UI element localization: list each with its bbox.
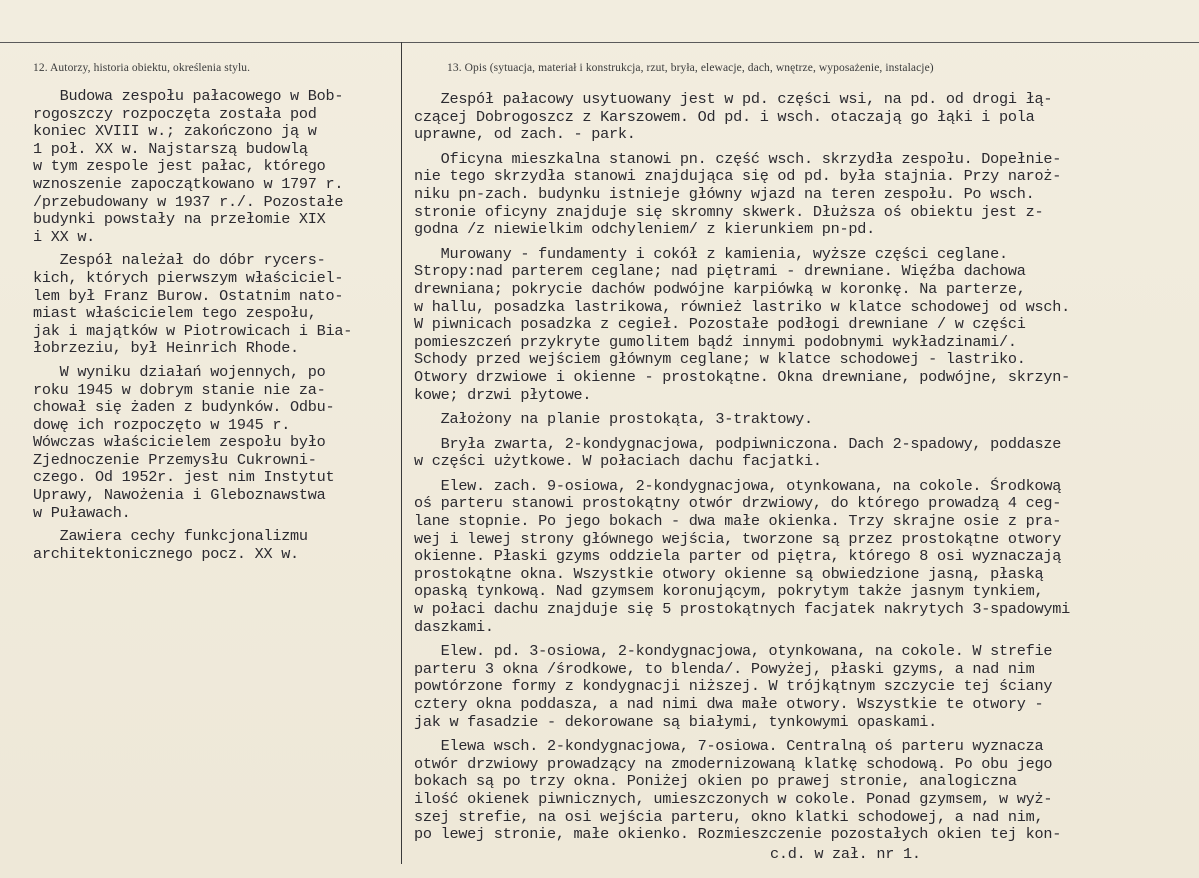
text-line: chował się żaden z budynków. Odbu- xyxy=(33,398,335,417)
right-paragraph xyxy=(414,436,1194,471)
text-line: daszkami. xyxy=(414,617,494,636)
text-line: okienne. Płaski gzyms oddziela parter od piętra, którego 8 osi wyznaczają xyxy=(414,547,1062,566)
text-line: Zespół pałacowy usytuowany jest w pd. części wsi, na pd. od drogi łą- xyxy=(414,90,1053,108)
right-paragraph xyxy=(414,643,1194,731)
text-line: Zespół należał do dóbr rycers- xyxy=(33,251,326,270)
text-line: roku 1945 w dobrym stanie nie za- xyxy=(33,380,326,399)
right-paragraph xyxy=(414,478,1194,636)
text-line: /przebudowany w 1937 r./. Pozostałe xyxy=(33,192,344,211)
text-line: łobrzeziu, był Heinrich Rhode. xyxy=(33,339,299,358)
text-line: w hallu, posadzka lastrikowa, również lastriko w klatce schodowej od wsch. xyxy=(414,297,1070,316)
text-line: oś parteru stanowi prostokątny otwór drzwiowy, do którego prowadzą 4 ceg- xyxy=(414,494,1062,513)
text-line: po lewej stronie, małe okienko. Rozmieszczenie pozostałych okien tej kon- xyxy=(414,825,1062,844)
text-line: Oficyna mieszkalna stanowi pn. część wsch. skrzydła zespołu. Dopełnie- xyxy=(414,149,1062,168)
text-line: miast właścicielem tego zespołu, xyxy=(33,304,317,323)
section-13-heading: 13. Opis (sytuacja, materiał i konstrukcja, rzut, bryła, elewacje, dach, wnętrze, wyposażenie, instalacje) xyxy=(447,62,934,74)
text-line: Bryła zwarta, 2-kondygnacjowa, podpiwniczona. Dach 2-spadowy, poddasze xyxy=(414,434,1062,453)
text-line: otwór drzwiowy prowadzący na zmodernizowaną klatkę schodową. Po obu jego xyxy=(414,754,1053,773)
text-line: Otwory drzwiowe i okienne - prostokątne. Okna drewniane, podwójne, skrzyn- xyxy=(414,367,1070,386)
text-line: jak i majątków w Piotrowicach i Bia- xyxy=(33,321,353,340)
text-line: budynki powstały na przełomie XIX xyxy=(33,210,326,229)
right-paragraph xyxy=(414,91,1194,144)
text-line: parteru 3 okna /środkowe, to blenda/. Powyżej, płaski gzyms, a nad nim xyxy=(414,659,1035,678)
right-paragraph xyxy=(414,738,1194,844)
text-line: prostokątne okna. Wszystkie otwory okienne są obwiedzione jasną, płaską xyxy=(414,564,1044,583)
continuation-note: c.d. w zał. nr 1. xyxy=(770,845,921,863)
text-line: pomieszczeń przykryte gumolitem bądź innymi podobnymi wykładzinami/. xyxy=(414,332,1017,351)
left-paragraph xyxy=(33,252,398,358)
text-line: kich, których pierwszym właściciel- xyxy=(33,268,344,287)
history-column xyxy=(33,88,398,569)
text-line: Elew. zach. 9-osiowa, 2-kondygnacjowa, otynkowana, na cokole. Środkową xyxy=(414,476,1062,495)
right-paragraph xyxy=(414,411,1194,429)
text-line: Zawiera cechy funkcjonalizmu xyxy=(33,527,308,546)
right-paragraph xyxy=(414,246,1194,404)
text-line: bokach są po trzy okna. Poniżej okien po prawej stronie, analogiczna xyxy=(414,772,1017,791)
text-line: W wyniku działań wojennych, po xyxy=(33,362,326,381)
right-paragraph xyxy=(414,151,1194,239)
text-line: uprawne, od zach. - park. xyxy=(414,125,636,144)
section-12-heading: 12. Autorzy, historia obiektu, określenia stylu. xyxy=(33,62,251,74)
text-line: Budowa zespołu pałacowego w Bob- xyxy=(33,87,344,105)
text-line: szej strefie, na osi wejścia parteru, okno klatki schodowej, a nad nim, xyxy=(414,807,1044,826)
text-line: w części użytkowe. W połaciach dachu facjatki. xyxy=(414,452,822,471)
text-line: Schody przed wejściem głównym ceglane; w klatce schodowej - lastriko. xyxy=(414,350,1026,369)
left-paragraph xyxy=(33,528,398,563)
text-line: niku pn-zach. budynku istnieje główny wjazd na teren zespołu. Po wsch. xyxy=(414,184,1035,203)
text-line: cztery okna poddasza, a nad nimi dwa małe otwory. Wszystkie te otwory - xyxy=(414,695,1044,713)
description-column xyxy=(414,91,1194,851)
text-line: kowe; drzwi płytowe. xyxy=(414,385,592,404)
text-line: wznoszenie zapoczątkowano w 1797 r. xyxy=(33,174,344,193)
text-line: opaską tynkową. Nad gzymsem koronującym, pokrytym także jasnym tynkiem, xyxy=(414,582,1044,601)
left-paragraph xyxy=(33,88,398,246)
text-line: ilość okienek piwnicznych, umieszczonych w cokole. Ponad gzymsem, w wyż- xyxy=(414,789,1053,808)
text-line: jak w fasadzie - dekorowane są białymi, tynkowymi opaskami. xyxy=(414,712,937,731)
text-line: powtórzone formy z kondygnacji niższej. W trójkątnym szczycie tej ściany xyxy=(414,677,1053,696)
text-line: lane stopnie. Po jego bokach - dwa małe okienka. Trzy skrajne osie z pra- xyxy=(414,512,1062,531)
text-line: czącej Dobrogoszcz z Karszowem. Od pd. i wsch. otaczają go łąki i pola xyxy=(414,107,1035,126)
left-paragraph xyxy=(33,364,398,522)
text-line: rogoszczy rozpoczęta została pod xyxy=(33,104,317,123)
text-line: czego. Od 1952r. jest nim Instytut xyxy=(33,468,335,487)
text-line: i XX w. xyxy=(33,227,96,246)
text-line: W piwnicach posadzka z cegieł. Pozostałe podłogi drewniane / w części xyxy=(414,315,1026,334)
text-line: koniec XVIII w.; zakończono ją w xyxy=(33,122,317,141)
text-line: architektonicznego pocz. XX w. xyxy=(33,544,299,563)
text-line: stronie oficyny znajduje się skromny skwerk. Dłuższa oś obiektu jest z- xyxy=(414,202,1044,221)
text-line: drewniana; pokrycie dachów podwójne karpiówką w koronkę. Na parterze, xyxy=(414,279,1026,298)
text-line: 1 poł. XX w. Najstarszą budowlą xyxy=(33,139,308,158)
text-line: Elew. pd. 3-osiowa, 2-kondygnacjowa, otynkowana, na cokole. W strefie xyxy=(414,642,1053,661)
text-line: Wówczas właścicielem zespołu było xyxy=(33,433,326,452)
text-line: nie tego skrzydła stanowi znajdująca się od pd. była stajnia. Przy naroż- xyxy=(414,167,1062,186)
text-line: Murowany - fundamenty i cokół z kamienia, wyższe części ceglane. xyxy=(414,244,1008,263)
text-line: Uprawy, Nawożenia i Gleboznawstwa xyxy=(33,486,326,505)
column-divider xyxy=(401,42,402,864)
text-line: wej i lewej strony głównego wejścia, tworzone są przez prostokątne otwory xyxy=(414,529,1062,548)
text-line: dowę ich rozpoczęto w 1945 r. xyxy=(33,415,291,434)
text-line: Zjednoczenie Przemysłu Cukrowni- xyxy=(33,450,317,469)
text-line: w połaci dachu znajduje się 5 prostokątnych facjatek nakrytych 3-spadowymi xyxy=(414,600,1070,619)
text-line: Elewa wsch. 2-kondygnacjowa, 7-osiowa. Centralną oś parteru wyznacza xyxy=(414,737,1044,756)
text-line: w Puławach. xyxy=(33,503,131,522)
text-line: lem był Franz Burow. Ostatnim nato- xyxy=(33,286,344,305)
text-line: w tym zespole jest pałac, którego xyxy=(33,157,326,176)
text-line: Stropy:nad parterem ceglane; nad piętrami - drewniane. Więźba dachowa xyxy=(414,262,1026,281)
text-line: godna /z niewielkim odchyleniem/ z kierunkiem pn-pd. xyxy=(414,220,875,239)
top-rule xyxy=(0,42,1199,43)
text-line: Założony na planie prostokąta, 3-traktowy. xyxy=(414,410,813,429)
